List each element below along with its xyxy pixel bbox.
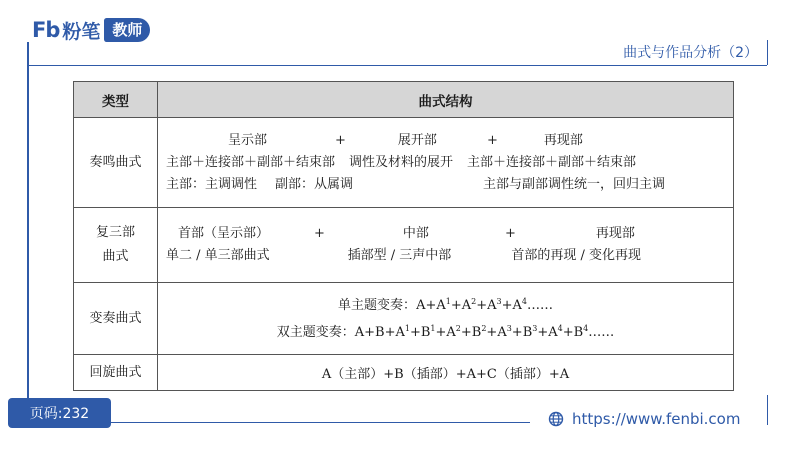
formula-part: A+B+A xyxy=(354,324,405,340)
formula-sup: 3 xyxy=(506,323,512,333)
formula-part: +A xyxy=(501,297,522,313)
formula-sup: 4 xyxy=(521,296,527,306)
formula-part: +B xyxy=(460,324,482,340)
footer-url[interactable] xyxy=(548,410,740,428)
formula-part: …… xyxy=(526,297,553,313)
ternary-line-1 xyxy=(166,223,733,245)
fenbi-logo xyxy=(32,17,150,43)
formula-part: +A xyxy=(450,297,472,313)
frame-left-line xyxy=(27,42,29,398)
formula-sup: 3 xyxy=(496,296,502,306)
sonata-main-key: 主部：主调调性 xyxy=(166,176,258,192)
frame-right-line xyxy=(767,40,768,65)
formula-part: +B xyxy=(511,324,533,340)
ternary-recap-form: 首部的再现 / 变化再现 xyxy=(511,248,641,263)
variation-single-theme xyxy=(158,292,733,319)
logo-name: 粉笔 xyxy=(62,20,101,43)
table-row-sonata xyxy=(74,118,734,208)
ternary-middle-form: 插部型 / 三声中部 xyxy=(347,248,452,263)
table-header-row xyxy=(74,82,734,118)
plus-sign: + xyxy=(314,226,325,241)
formula-sup: 4 xyxy=(583,323,589,333)
sonata-secondary-key: 副部：从属调 xyxy=(275,176,354,192)
table-row-ternary xyxy=(74,208,734,283)
type-ternary xyxy=(74,208,158,283)
logo-mark: Fb xyxy=(32,18,60,42)
header-structure: 曲式结构 xyxy=(158,82,734,118)
sonata-line-3 xyxy=(166,174,733,196)
globe-icon xyxy=(548,411,564,427)
type-sonata: 奏鸣曲式 xyxy=(74,118,158,208)
type-variation: 变奏曲式 xyxy=(74,283,158,355)
header-type: 类型 xyxy=(74,82,158,118)
frame-top-line xyxy=(27,65,767,66)
structure-sonata xyxy=(158,118,734,208)
table-row-rondo xyxy=(74,355,734,391)
plus-sign: + xyxy=(335,132,346,148)
formula-part: +A xyxy=(476,297,497,313)
logo-badge: 教师 xyxy=(104,18,150,42)
sonata-exposition-parts: 主部＋连接部＋副部＋结束部 xyxy=(166,154,336,170)
formula-sup: 1 xyxy=(430,323,436,333)
formula-sup: 4 xyxy=(557,323,563,333)
formula-sup: 1 xyxy=(404,323,410,333)
plus-sign: + xyxy=(486,132,498,148)
frame-bottom-line xyxy=(110,422,530,423)
formula-sup: 1 xyxy=(445,296,451,306)
type-rondo: 回旋曲式 xyxy=(74,355,158,391)
plus-sign: + xyxy=(504,226,516,241)
page-number-badge: 页码:232 xyxy=(8,398,111,428)
formula-sup: 2 xyxy=(471,296,477,306)
type-ternary-line-2: 曲式 xyxy=(102,249,129,264)
formula-part: +B xyxy=(409,324,431,340)
sonata-development-desc: 调性及材料的展开 xyxy=(349,154,454,170)
sonata-recap-key: 主部与副部调性统一，回归主调 xyxy=(483,176,666,192)
formula-sup: 2 xyxy=(481,323,487,333)
formula-part: …… xyxy=(588,324,615,340)
formula-sup: 2 xyxy=(455,323,461,333)
variation-double-theme xyxy=(158,319,733,346)
table-row-variation xyxy=(74,283,734,355)
type-ternary-line-1: 复三部 xyxy=(95,225,135,240)
sonata-line-1 xyxy=(166,130,733,152)
formula-part: A+A xyxy=(416,297,446,313)
single-theme-label: 单主题变奏： xyxy=(338,297,417,313)
structure-variation xyxy=(158,283,734,355)
structure-rondo: A（主部）+B（插部）+A+C（插部）+A xyxy=(158,355,734,391)
double-theme-label: 双主题变奏： xyxy=(276,324,355,340)
formula-part: +A xyxy=(486,324,507,340)
section-title: 曲式与作品分析（2） xyxy=(623,45,758,61)
frame-right-bottom-line xyxy=(767,395,768,425)
sonata-development: 展开部 xyxy=(397,132,437,148)
sonata-exposition: 呈示部 xyxy=(228,132,268,148)
footer-url-text[interactable]: https://www.fenbi.com xyxy=(572,410,741,428)
formula-part: +B xyxy=(562,324,584,340)
sonata-recapitulation: 再现部 xyxy=(543,132,583,148)
ternary-first-form: 单二 / 单三部曲式 xyxy=(166,248,270,263)
form-structure-table xyxy=(73,81,734,391)
sonata-recap-parts: 主部＋连接部＋副部＋结束部 xyxy=(467,154,637,170)
formula-part: +A xyxy=(435,324,456,340)
formula-part: +A xyxy=(537,324,558,340)
sonata-line-2 xyxy=(166,152,733,174)
ternary-middle-part: 中部 xyxy=(402,226,429,241)
ternary-line-2 xyxy=(166,245,733,267)
ternary-recap-part: 再现部 xyxy=(595,226,635,241)
structure-ternary xyxy=(158,208,734,283)
ternary-first-part: 首部（呈示部） xyxy=(178,226,270,241)
formula-sup: 3 xyxy=(532,323,538,333)
